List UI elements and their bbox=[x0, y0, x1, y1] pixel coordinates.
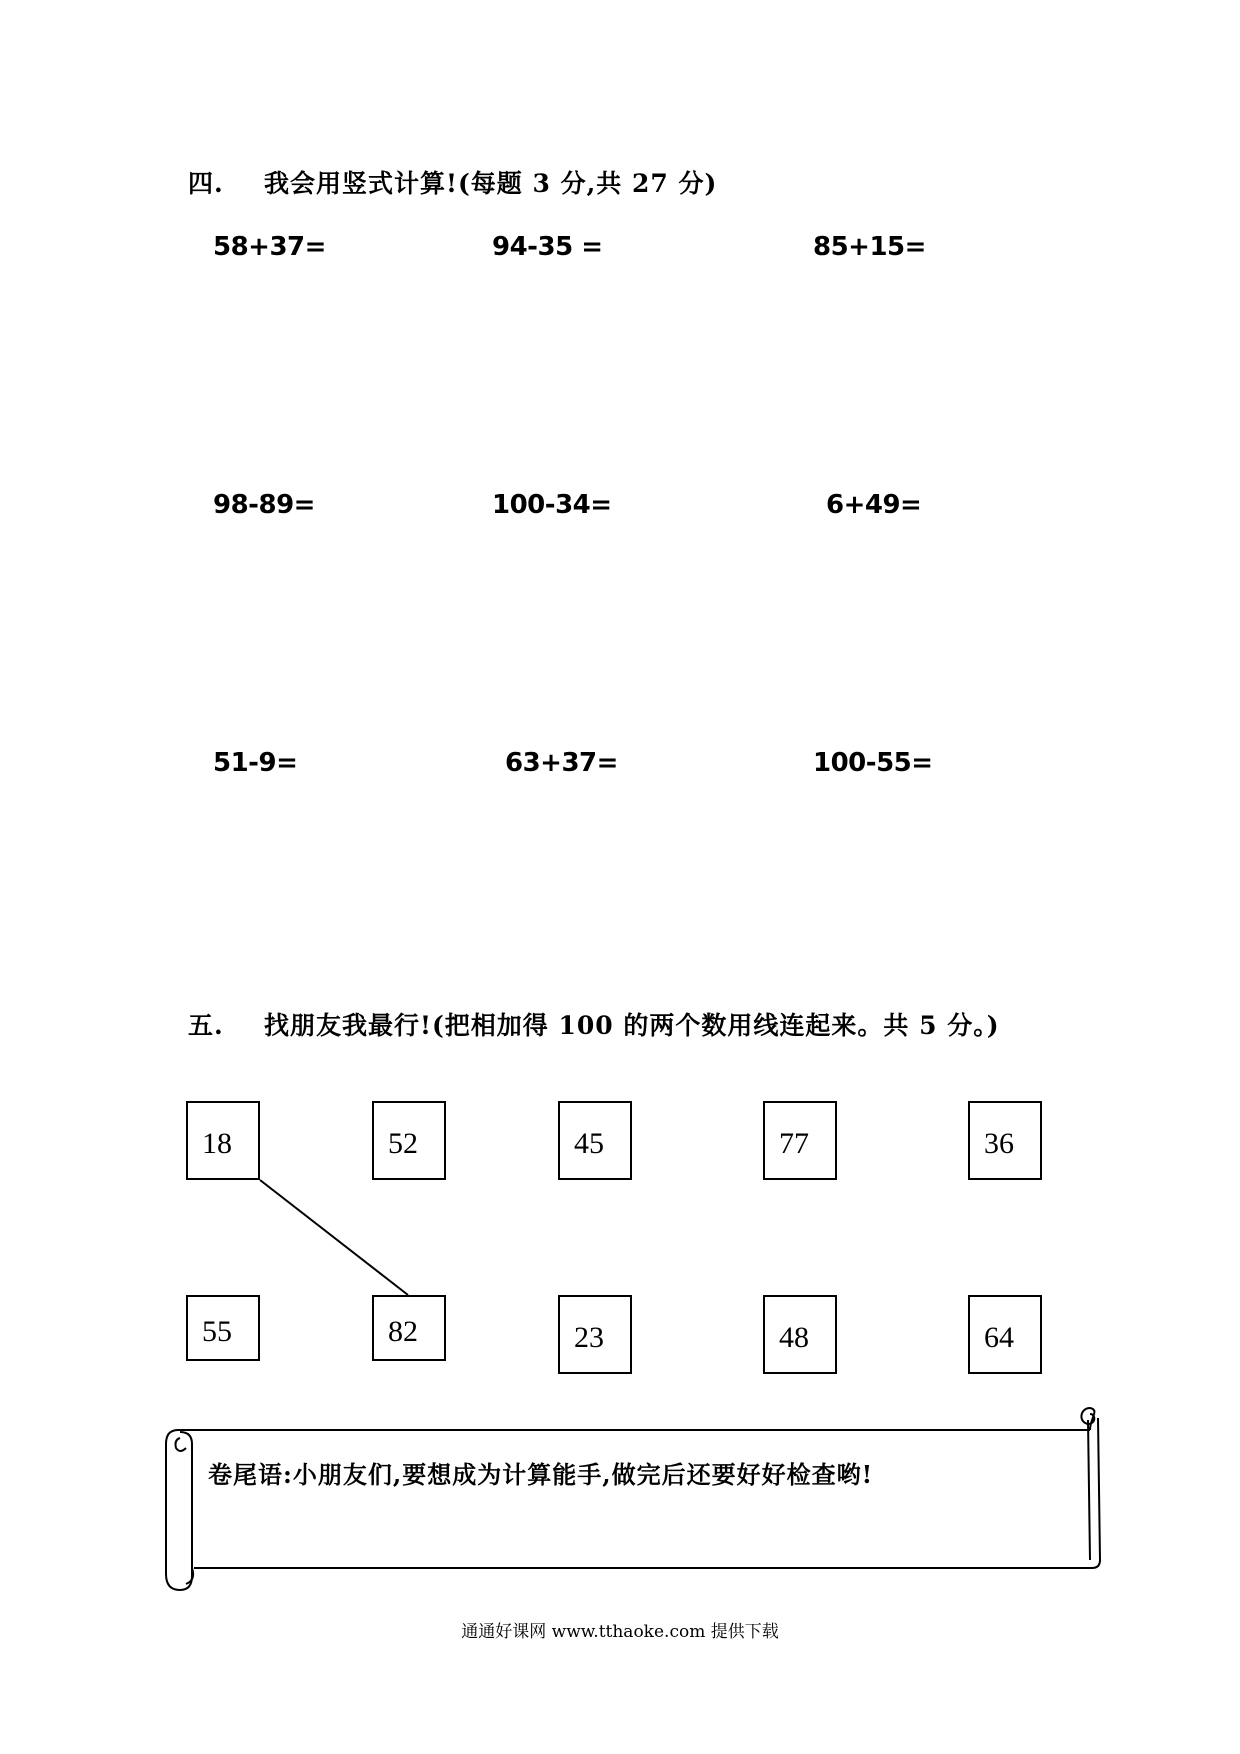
footer-credit: 通通好课网 www.tthaoke.com 提供下载 bbox=[461, 1622, 779, 1642]
number-box-label: 77 bbox=[779, 1127, 809, 1160]
scroll-message: 卷尾语:小朋友们,要想成为计算能手,做完后还要好好检查哟! bbox=[208, 1460, 874, 1489]
number-box-label: 55 bbox=[202, 1315, 232, 1348]
number-box-label: 48 bbox=[779, 1321, 809, 1354]
number-box-label: 52 bbox=[388, 1127, 418, 1160]
problem-3: 85+15= bbox=[813, 232, 926, 262]
problem-6: 6+49= bbox=[826, 490, 922, 520]
number-box-label: 45 bbox=[574, 1127, 604, 1160]
number-box-label: 64 bbox=[984, 1321, 1014, 1354]
number-box-label: 36 bbox=[984, 1127, 1014, 1160]
section-4-title: 我会用竖式计算!(每题 3 分,共 27 分) bbox=[264, 169, 718, 198]
number-box-label: 82 bbox=[388, 1315, 418, 1348]
problem-1: 58+37= bbox=[213, 232, 326, 262]
section-4-number: 四. bbox=[188, 169, 224, 198]
section-5-number: 五. bbox=[188, 1011, 224, 1040]
problem-5: 100-34= bbox=[492, 490, 612, 520]
section-5-title: 找朋友我最行!(把相加得 100 的两个数用线连起来。共 5 分。) bbox=[264, 1011, 1000, 1040]
problem-2: 94-35 = bbox=[492, 232, 603, 262]
problem-8: 63+37= bbox=[505, 748, 618, 778]
problem-7: 51-9= bbox=[213, 748, 298, 778]
problem-9: 100-55= bbox=[813, 748, 933, 778]
problem-4: 98-89= bbox=[213, 490, 315, 520]
number-box-label: 23 bbox=[574, 1321, 604, 1354]
number-box-label: 18 bbox=[202, 1127, 232, 1160]
